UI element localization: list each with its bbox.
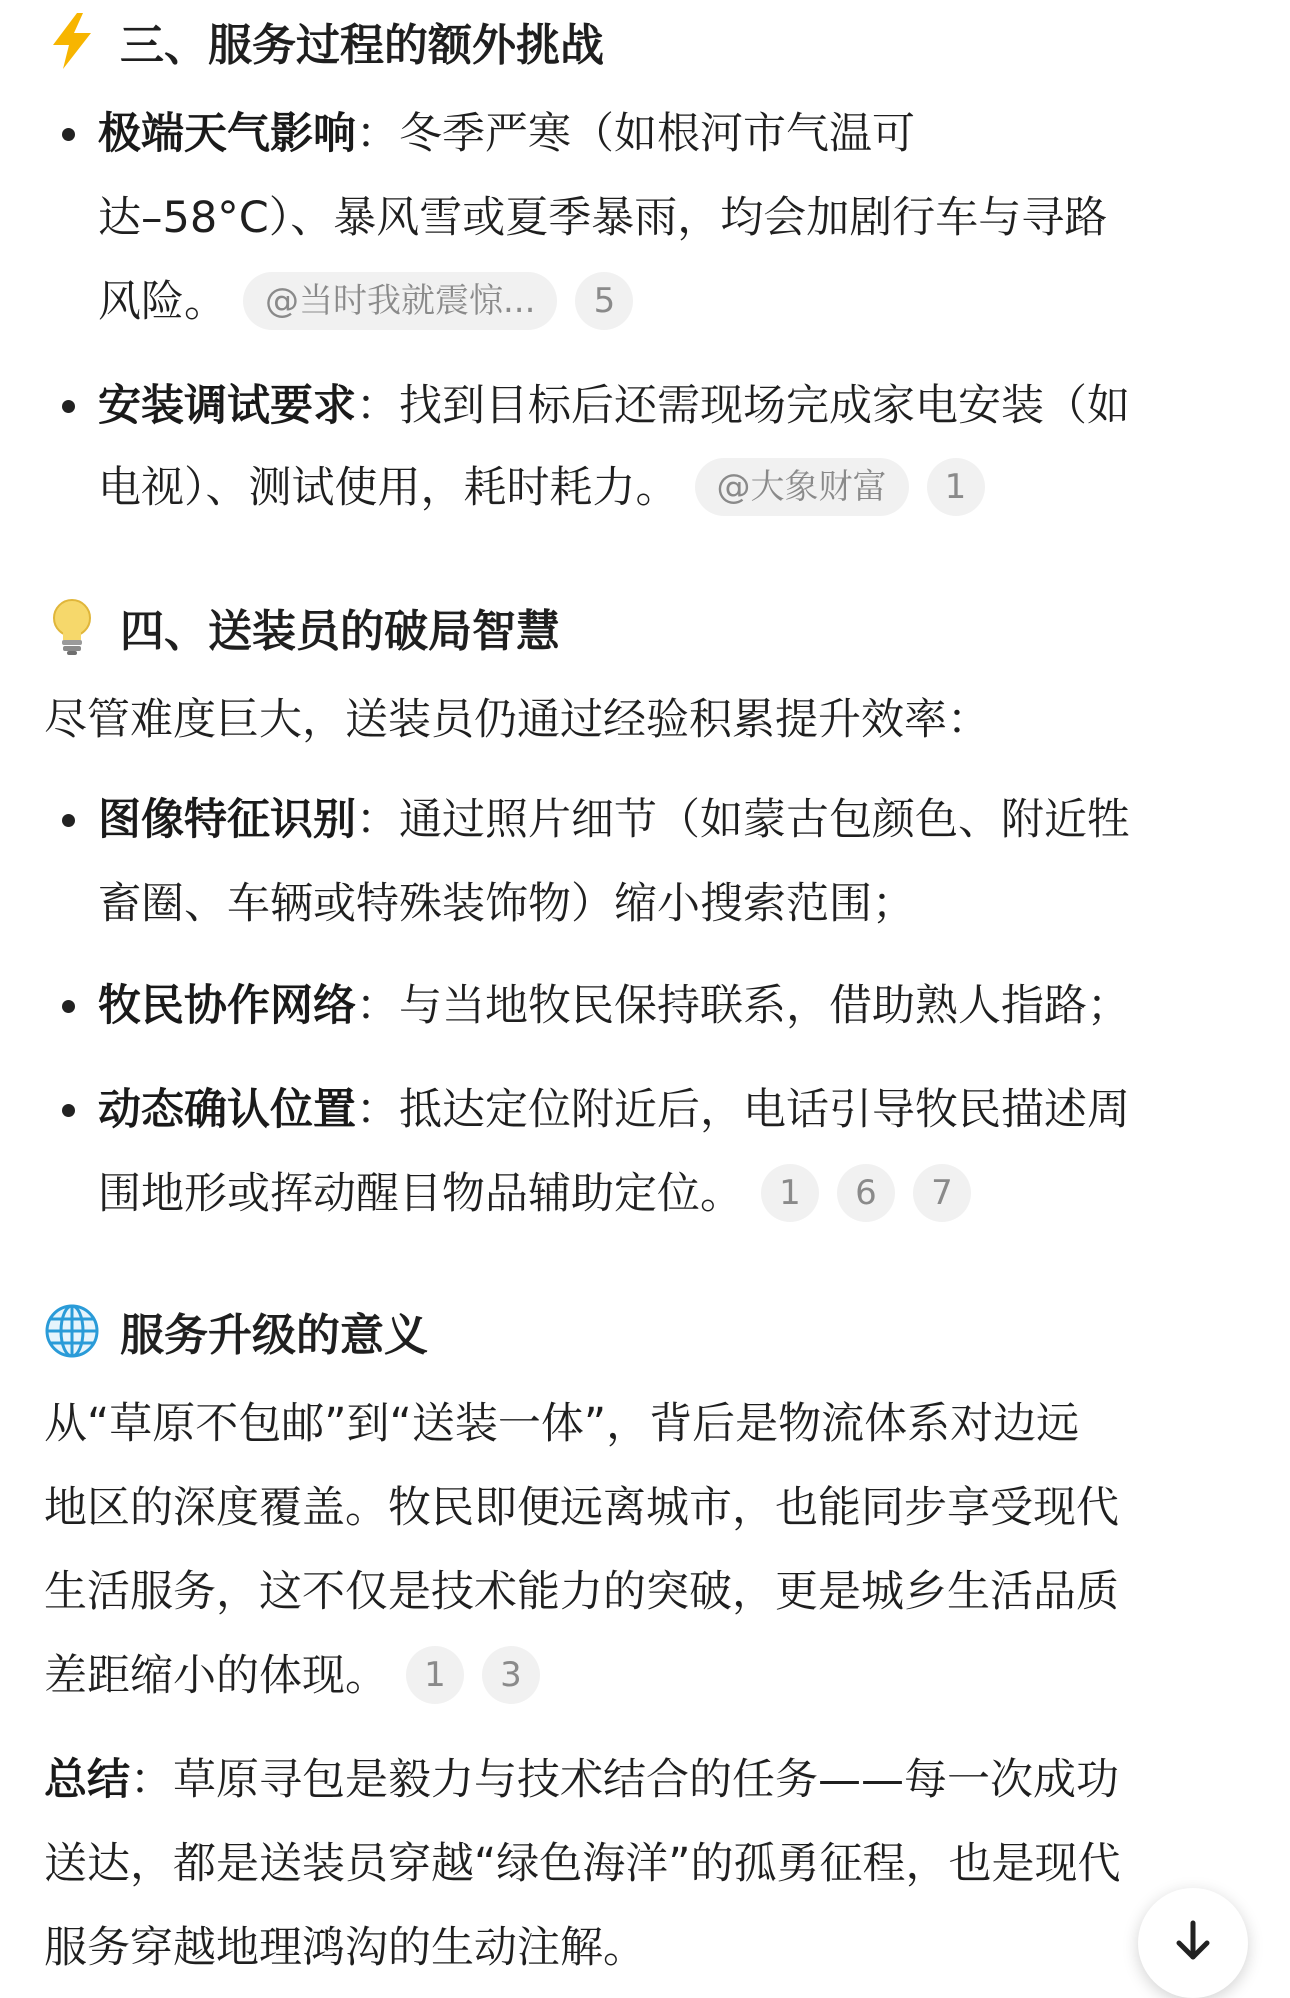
paragraph-line — [44, 1646, 540, 1708]
lightbulb-icon — [44, 599, 100, 655]
citation-chip[interactable]: 6 — [837, 1164, 895, 1222]
paragraph-line: 生活服务，这不仅是技术能力的突破，更是城乡生活品质 — [44, 1567, 1119, 1617]
bullet-dot — [62, 814, 75, 827]
summary-line: 服务穿越地理鸿沟的生动注解。 — [44, 1923, 646, 1973]
section-heading — [44, 592, 560, 662]
summary-text: 草原寻包是毅力与技术结合的任务——每一次成功 — [173, 1755, 1119, 1805]
bullet-dot — [62, 400, 75, 413]
paragraph-text: 差距缩小的体现。 — [44, 1651, 388, 1701]
list-item — [98, 790, 1130, 850]
item-term: 动态确认位置 — [98, 1085, 356, 1135]
item-text-line — [98, 458, 985, 520]
list-item — [98, 1080, 1130, 1140]
item-text: 围地形或挥动醒目物品辅助定位。 — [98, 1169, 743, 1219]
section-heading — [44, 6, 604, 76]
section-heading — [44, 1296, 428, 1366]
intro-paragraph: 尽管难度巨大，送装员仍通过经验积累提升效率： — [44, 695, 990, 745]
source-chip[interactable]: @大象财富 — [695, 458, 909, 516]
item-text: 抵达定位附近后，电话引导牧民描述周 — [399, 1085, 1130, 1135]
lightning-icon — [44, 13, 100, 69]
summary-paragraph — [44, 1750, 1119, 1810]
item-text: 风险。 — [98, 277, 227, 327]
bullet-dot — [62, 128, 75, 141]
globe-icon — [44, 1303, 100, 1359]
summary-colon: ： — [130, 1755, 173, 1805]
bullet-dot — [62, 1000, 75, 1013]
section-heading-text: 三、服务过程的额外挑战 — [120, 20, 604, 71]
item-text-line — [98, 272, 633, 334]
citation-chip[interactable]: 7 — [913, 1164, 971, 1222]
item-text-line: 畜圈、车辆或特殊装饰物）缩小搜索范围； — [98, 879, 915, 929]
item-colon: ： — [356, 1085, 399, 1135]
item-term: 图像特征识别 — [98, 795, 356, 845]
item-colon: ： — [356, 795, 399, 845]
summary-line: 送达，都是送装员穿越“绿色海洋”的孤勇征程，也是现代 — [44, 1839, 1121, 1889]
citation-chip[interactable]: 3 — [482, 1646, 540, 1704]
item-colon: ： — [356, 981, 399, 1031]
list-item — [98, 376, 1130, 436]
list-item — [98, 976, 1130, 1036]
item-text-line: 达–58°C）、暴风雪或夏季暴雨，均会加剧行车与寻路 — [98, 193, 1108, 243]
scroll-down-button[interactable] — [1138, 1888, 1248, 1998]
citation-chip[interactable]: 1 — [406, 1646, 464, 1704]
item-text-line — [98, 1164, 971, 1226]
item-term: 牧民协作网络 — [98, 981, 356, 1031]
section-heading-text: 服务升级的意义 — [120, 1310, 428, 1361]
paragraph-line: 地区的深度覆盖。牧民即便远离城市，也能同步享受现代 — [44, 1483, 1119, 1533]
item-text: 冬季严寒（如根河市气温可 — [399, 109, 915, 159]
item-colon: ： — [356, 381, 399, 431]
item-text: 通过照片细节（如蒙古包颜色、附近牲 — [399, 795, 1130, 845]
item-colon: ： — [356, 109, 399, 159]
item-term: 安装调试要求 — [98, 381, 356, 431]
paragraph-line: 从“草原不包邮”到“送装一体”，背后是物流体系对边远 — [44, 1399, 1080, 1449]
citation-chip[interactable]: 1 — [761, 1164, 819, 1222]
summary-term: 总结 — [44, 1755, 130, 1805]
item-text: 电视）、测试使用，耗时耗力。 — [98, 463, 679, 513]
citation-chip[interactable]: 5 — [575, 272, 633, 330]
citation-chip[interactable]: 1 — [927, 458, 985, 516]
item-text: 找到目标后还需现场完成家电安装（如 — [399, 381, 1130, 431]
arrow-down-icon — [1171, 1919, 1215, 1967]
section-heading-text: 四、送装员的破局智慧 — [120, 606, 560, 657]
item-text: 与当地牧民保持联系，借助熟人指路； — [399, 981, 1130, 1031]
list-item — [98, 104, 915, 164]
source-chip[interactable]: @当时我就震惊... — [243, 272, 557, 330]
bullet-dot — [62, 1104, 75, 1117]
item-term: 极端天气影响 — [98, 109, 356, 159]
